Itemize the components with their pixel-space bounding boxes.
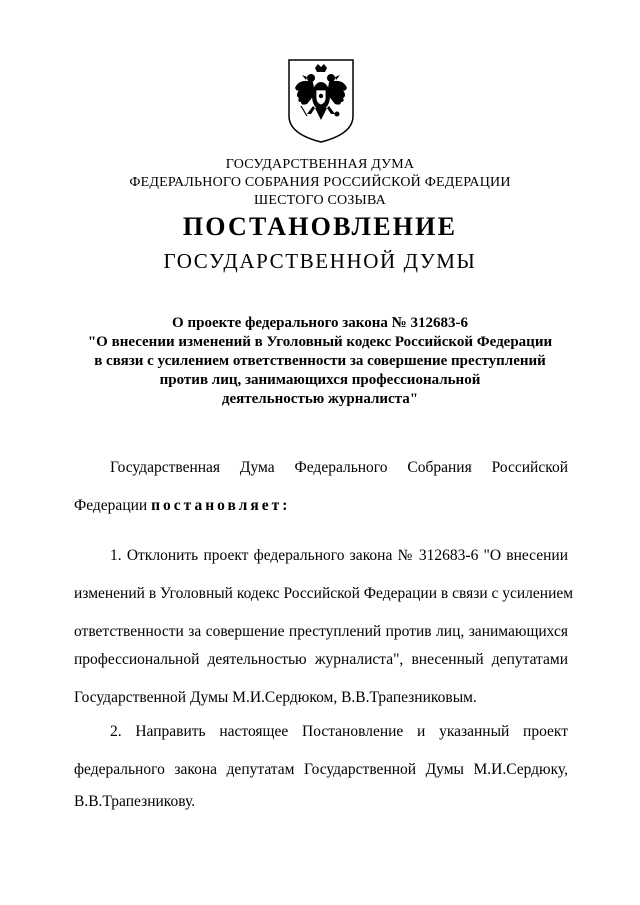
item1-line-4: профессиональной деятельностью журналиста", внесенный депутатами [74, 651, 568, 668]
preamble-start: Федерации [74, 497, 148, 514]
coat-of-arms-emblem [287, 58, 355, 144]
subject-line-2: "О внесении изменений в Уголовный кодекс Российской Федерации [87, 334, 553, 350]
item2-line-3: В.В.Трапезникову. [74, 793, 196, 810]
item2-line-1: 2. Направить настоящее Постановление и указанный проект [110, 723, 568, 740]
subject-line-5: деятельностью журналиста" [221, 391, 419, 407]
item1-line-2: изменений в Уголовный кодекс Российской Федерации в связи с усилением [74, 585, 574, 602]
item1-line-3: ответственности за совершение преступлений против лиц, занимающихся [74, 623, 568, 640]
document-title: ПОСТАНОВЛЕНИЕ [182, 212, 458, 241]
resolution-verb: постановляет: [151, 497, 291, 514]
header-line-3: ШЕСТОГО СОЗЫВА [254, 193, 386, 208]
document-subtitle: ГОСУДАРСТВЕННОЙ ДУМЫ [163, 249, 477, 273]
item1-line-5: Государственной Думы М.И.Сердюком, В.В.Трапезниковым. [74, 689, 477, 706]
preamble-line-1: Государственная Дума Федерального Собрания Российской [110, 459, 568, 476]
subject-line-3: в связи с усилением ответственности за совершение преступлений [94, 353, 546, 369]
subject-line-4: против лиц, занимающихся профессиональной [159, 372, 481, 388]
item1-line-1: 1. Отклонить проект федерального закона № 312683-6 "О внесении [110, 547, 568, 564]
preamble-line-2 [74, 496, 568, 516]
document-subject [60, 314, 580, 409]
subject-line-1: О проекте федерального закона № 312683-6 [172, 315, 468, 331]
issuing-body-header [60, 156, 580, 210]
header-line-2: ФЕДЕРАЛЬНОГО СОБРАНИЯ РОССИЙСКОЙ ФЕДЕРАЦИИ [129, 175, 511, 190]
item2-line-2: федерального закона депутатам Государственной Думы М.И.Сердюку, [74, 761, 568, 778]
header-line-1: ГОСУДАРСТВЕННАЯ ДУМА [225, 157, 415, 172]
